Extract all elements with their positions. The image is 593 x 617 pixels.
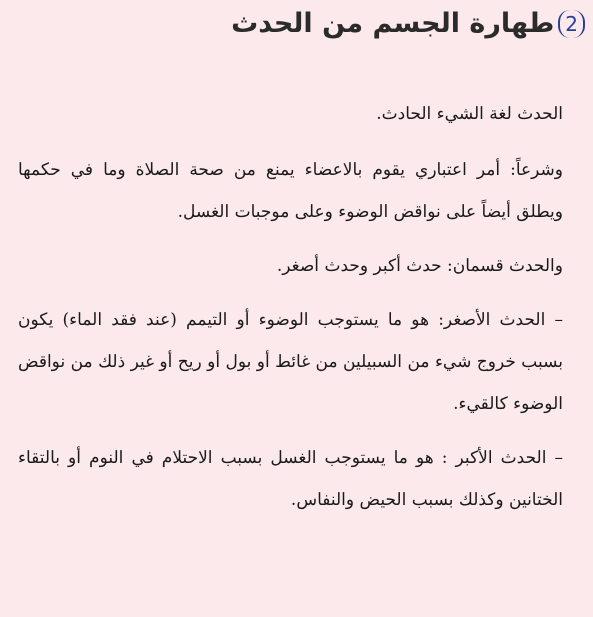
section-heading: [231, 8, 585, 39]
paragraph-legal-definition: وشرعاً: أمر اعتباري يقوم بالاعضاء يمنع من صحة الصلاة وما في حكمها ويطلق أيضاً على نواقض الوضوء وعلى موجبات الغسل.: [18, 160, 563, 222]
section-number: 2: [558, 10, 585, 38]
paragraph-divisions: والحدث قسمان: حدث أكبر وحدث أصغر.: [276, 256, 563, 276]
paragraph-minor-hadath: – الحدث الأصغر: هو ما يستوجب الوضوء أو التيمم (عند فقد الماء) يكون بسبب خروج شيء من السبيلين من غائط أو بول أو ريح أو غير ذلك من نواقض الوضوء كالقيء.: [18, 310, 563, 414]
section-title: طهارة الجسم من الحدث: [231, 8, 555, 39]
paragraph-major-hadath: – الحدث الأكبر : هو ما يستوجب الغسل بسبب الاحتلام في النوم أو بالتقاء الختانين وكذلك بسبب الحيض والنفاس.: [18, 448, 563, 510]
paragraph-linguistic-definition: الحدث لغة الشيء الحادث.: [376, 104, 563, 124]
